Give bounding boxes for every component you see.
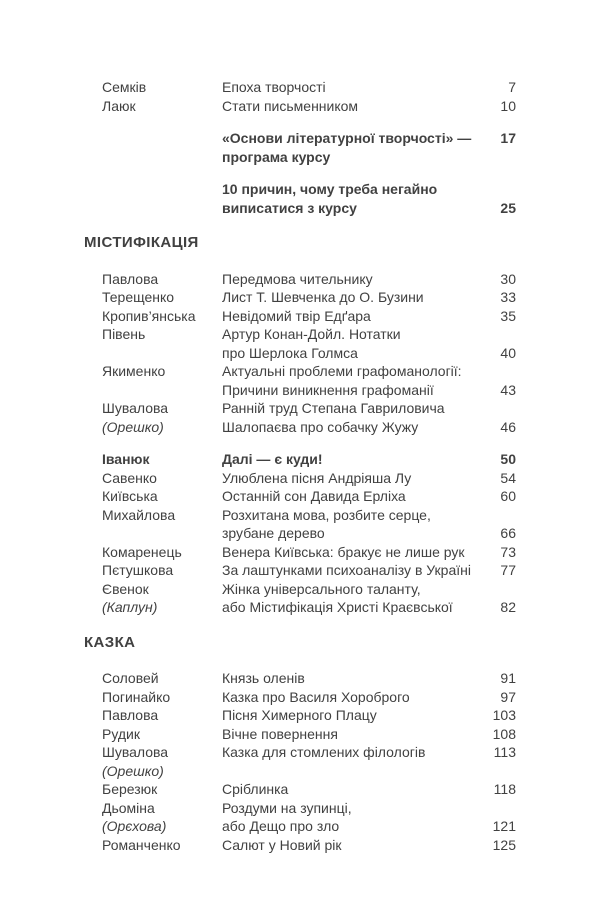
- toc-row: [102, 362, 516, 399]
- toc-row: [102, 399, 516, 436]
- page-number: [482, 288, 516, 307]
- toc-row: [102, 78, 516, 97]
- author-cell: [102, 688, 222, 707]
- author-cell: [102, 561, 222, 580]
- title-line: Венера Київська: бракує не лише рук: [222, 543, 465, 560]
- page-number-value: 35: [500, 307, 516, 324]
- title-line: Невідомий твір Едґара: [222, 307, 371, 324]
- toc-row: [102, 669, 516, 688]
- page-number: [482, 561, 516, 580]
- page-number: [482, 450, 516, 469]
- title-cell: [222, 836, 482, 855]
- toc-row: [102, 561, 516, 580]
- page-number-value: 46: [500, 418, 516, 435]
- page-number-value: 77: [500, 562, 516, 578]
- title-line: Улюблена пісня Андріяша Лу: [222, 469, 412, 486]
- page-number-value: 60: [500, 488, 516, 504]
- author-name: Шувалова: [102, 400, 169, 416]
- page-number-value: 108: [492, 725, 516, 742]
- page-number-value: 40: [500, 344, 516, 361]
- author-cell: [102, 836, 222, 855]
- toc-row: [102, 180, 516, 217]
- page-number: [482, 725, 516, 744]
- author-name: Погинайко: [102, 688, 171, 705]
- toc-row: [102, 288, 516, 307]
- page-number: [482, 78, 516, 97]
- page-number-value: 125: [492, 836, 516, 853]
- author-name: Євенок: [102, 580, 149, 597]
- page-number-value: 50: [500, 451, 516, 467]
- author-name: Київська: [102, 488, 158, 504]
- toc-row: [102, 799, 516, 836]
- toc-row: [102, 506, 516, 543]
- author-name: Півень: [102, 326, 146, 342]
- page-number: [482, 799, 516, 836]
- page-number: [482, 180, 516, 217]
- title-cell: [222, 725, 482, 744]
- author-name: Шувалова: [102, 744, 169, 760]
- title-line: виписатися з курсу: [222, 199, 357, 216]
- title-line: Шалопаєва про собачку Жужу: [222, 418, 419, 435]
- author-cell: [102, 669, 222, 688]
- page-number: [482, 97, 516, 116]
- toc-row: [102, 307, 516, 326]
- title-cell: [222, 307, 482, 326]
- title-line: зрубане дерево: [222, 525, 325, 541]
- author-cell: [102, 129, 222, 166]
- author-note: (Орешко): [102, 418, 164, 435]
- author-cell: [102, 307, 222, 326]
- toc-row: [102, 450, 516, 469]
- author-cell: [102, 799, 222, 836]
- title-line: Вічне повернення: [222, 725, 338, 742]
- title-line: За лаштунками психоаналізу в Україні: [222, 562, 471, 578]
- author-cell: [102, 580, 222, 617]
- title-cell: [222, 288, 482, 307]
- author-name: Якименко: [102, 363, 166, 379]
- title-line: Салют у Новий рік: [222, 836, 342, 853]
- author-cell: [102, 725, 222, 744]
- author-cell: [102, 469, 222, 488]
- author-cell: [102, 270, 222, 289]
- title-cell: [222, 469, 482, 488]
- title-cell: [222, 97, 482, 116]
- title-cell: [222, 325, 482, 362]
- author-cell: [102, 780, 222, 799]
- title-line: Лист Т. Шевченка до О. Бузини: [222, 289, 424, 305]
- page-number-value: 43: [500, 381, 516, 398]
- title-cell: [222, 450, 482, 469]
- author-name: Березюк: [102, 781, 158, 797]
- page-number: [482, 669, 516, 688]
- page-number-value: 97: [500, 688, 516, 705]
- title-line: 10 причин, чому треба негайно: [222, 181, 438, 197]
- author-note: (Орєхова): [102, 818, 167, 834]
- page-number-value: 118: [493, 781, 516, 797]
- toc: [84, 78, 516, 854]
- toc-row: [102, 487, 516, 506]
- author-name: Павлова: [102, 270, 159, 287]
- page-number-value: 113: [493, 744, 516, 760]
- title-line: Роздуми на зупинці,: [222, 799, 352, 816]
- toc-row: [102, 580, 516, 617]
- title-cell: [222, 506, 482, 543]
- page-number-value: 17: [500, 130, 516, 146]
- author-name: Семків: [102, 79, 147, 95]
- title-line: Епоха творчості: [222, 79, 326, 95]
- author-name: Романченко: [102, 836, 181, 853]
- page-number: [482, 399, 516, 436]
- author-cell: [102, 288, 222, 307]
- author-name: Пєтушкова: [102, 562, 174, 578]
- page-number-value: 30: [500, 270, 516, 287]
- toc-row: [102, 706, 516, 725]
- toc-row: [102, 469, 516, 488]
- title-line: Пісня Химерного Плацу: [222, 707, 377, 723]
- title-line: Причини виникнення графоманії: [222, 381, 434, 398]
- author-cell: [102, 78, 222, 97]
- author-note: (Каплун): [102, 599, 158, 615]
- title-line: Далі — є куди!: [222, 451, 323, 467]
- page-number: [482, 129, 516, 166]
- toc-row: [102, 543, 516, 562]
- page-number: [482, 688, 516, 707]
- toc-row: [102, 688, 516, 707]
- page-number: [482, 270, 516, 289]
- author-cell: [102, 543, 222, 562]
- page-number-value: 121: [492, 818, 516, 834]
- author-name: Павлова: [102, 707, 159, 723]
- page-number: [482, 487, 516, 506]
- author-cell: [102, 325, 222, 362]
- page-number: [482, 780, 516, 799]
- title-cell: [222, 706, 482, 725]
- title-line: програма курсу: [222, 148, 331, 165]
- author-cell: [102, 506, 222, 543]
- title-line: Розхитана мова, розбите серце,: [222, 506, 431, 523]
- page-number-value: 66: [500, 525, 516, 541]
- page-number: [482, 580, 516, 617]
- title-cell: [222, 78, 482, 97]
- title-cell: [222, 180, 482, 217]
- toc-row: [102, 325, 516, 362]
- page-number: [482, 307, 516, 326]
- title-cell: [222, 743, 482, 780]
- toc-row: [102, 270, 516, 289]
- author-cell: [102, 362, 222, 399]
- title-cell: [222, 669, 482, 688]
- page-number-value: 82: [500, 599, 516, 615]
- toc-row: [102, 725, 516, 744]
- author-name: Лаюк: [102, 97, 136, 114]
- title-line: Артур Конан-Дойл. Нотатки: [222, 326, 401, 342]
- page-number: [482, 706, 516, 725]
- page-number-value: 103: [492, 707, 516, 723]
- author-name: Іванюк: [102, 451, 150, 467]
- title-cell: [222, 129, 482, 166]
- title-cell: [222, 688, 482, 707]
- author-name: Терещенко: [102, 289, 175, 305]
- page-number: [482, 836, 516, 855]
- title-line: Князь оленів: [222, 670, 305, 686]
- section-heading: КАЗКА: [84, 633, 136, 651]
- toc-row: [102, 97, 516, 116]
- title-line: Актуальні проблеми графоманології:: [222, 363, 462, 379]
- author-note: (Орешко): [102, 762, 164, 779]
- author-name: Комаренець: [102, 543, 182, 560]
- page-number-value: 7: [508, 79, 516, 95]
- toc-row: [102, 129, 516, 166]
- title-cell: [222, 543, 482, 562]
- page-number: [482, 743, 516, 780]
- author-name: Савенко: [102, 469, 157, 486]
- page-number-value: 33: [500, 289, 516, 305]
- page-number: [482, 543, 516, 562]
- author-cell: [102, 706, 222, 725]
- page-number-value: 54: [500, 469, 516, 486]
- page-number-value: 91: [500, 670, 516, 686]
- title-line: Жінка універсального таланту,: [222, 580, 421, 597]
- toc-row: [102, 743, 516, 780]
- author-name: Кропив’янська: [102, 307, 196, 324]
- title-line: Ранній труд Степана Гавриловича: [222, 400, 445, 416]
- title-line: або Дещо про зло: [222, 818, 340, 834]
- page-number: [482, 469, 516, 488]
- title-line: про Шерлока Голмса: [222, 344, 358, 361]
- title-cell: [222, 270, 482, 289]
- title-cell: [222, 487, 482, 506]
- page-number-value: 10: [500, 97, 516, 114]
- author-cell: [102, 180, 222, 217]
- page-number-value: 73: [500, 543, 516, 560]
- author-name: Соловей: [102, 670, 159, 686]
- section-heading: МІСТИФІКАЦІЯ: [84, 234, 199, 251]
- title-cell: [222, 561, 482, 580]
- author-cell: [102, 97, 222, 116]
- title-cell: [222, 580, 482, 617]
- title-line: Передмова чительнику: [222, 270, 373, 287]
- title-cell: [222, 362, 482, 399]
- title-line: Казка для стомлених філологів: [222, 744, 426, 760]
- title-cell: [222, 799, 482, 836]
- title-line: Останній сон Давида Ерліха: [222, 488, 406, 504]
- title-cell: [222, 780, 482, 799]
- title-line: «Основи літературної творчості» —: [222, 130, 472, 146]
- title-line: Казка про Василя Хороброго: [222, 688, 410, 705]
- page-number: [482, 325, 516, 362]
- page-number: [482, 506, 516, 543]
- title-line: або Містифікація Христі Краєвської: [222, 599, 453, 615]
- page-number: [482, 362, 516, 399]
- author-name: Михайлова: [102, 506, 176, 523]
- title-line: Стати письменником: [222, 97, 359, 114]
- author-name: Дьоміна: [102, 799, 155, 816]
- page-number-value: 25: [500, 199, 516, 216]
- title-line: Сріблинка: [222, 781, 289, 797]
- toc-row: [102, 780, 516, 799]
- author-cell: [102, 487, 222, 506]
- author-cell: [102, 399, 222, 436]
- title-cell: [222, 399, 482, 436]
- author-name: Рудик: [102, 725, 140, 742]
- author-cell: [102, 743, 222, 780]
- toc-row: [102, 836, 516, 855]
- author-cell: [102, 450, 222, 469]
